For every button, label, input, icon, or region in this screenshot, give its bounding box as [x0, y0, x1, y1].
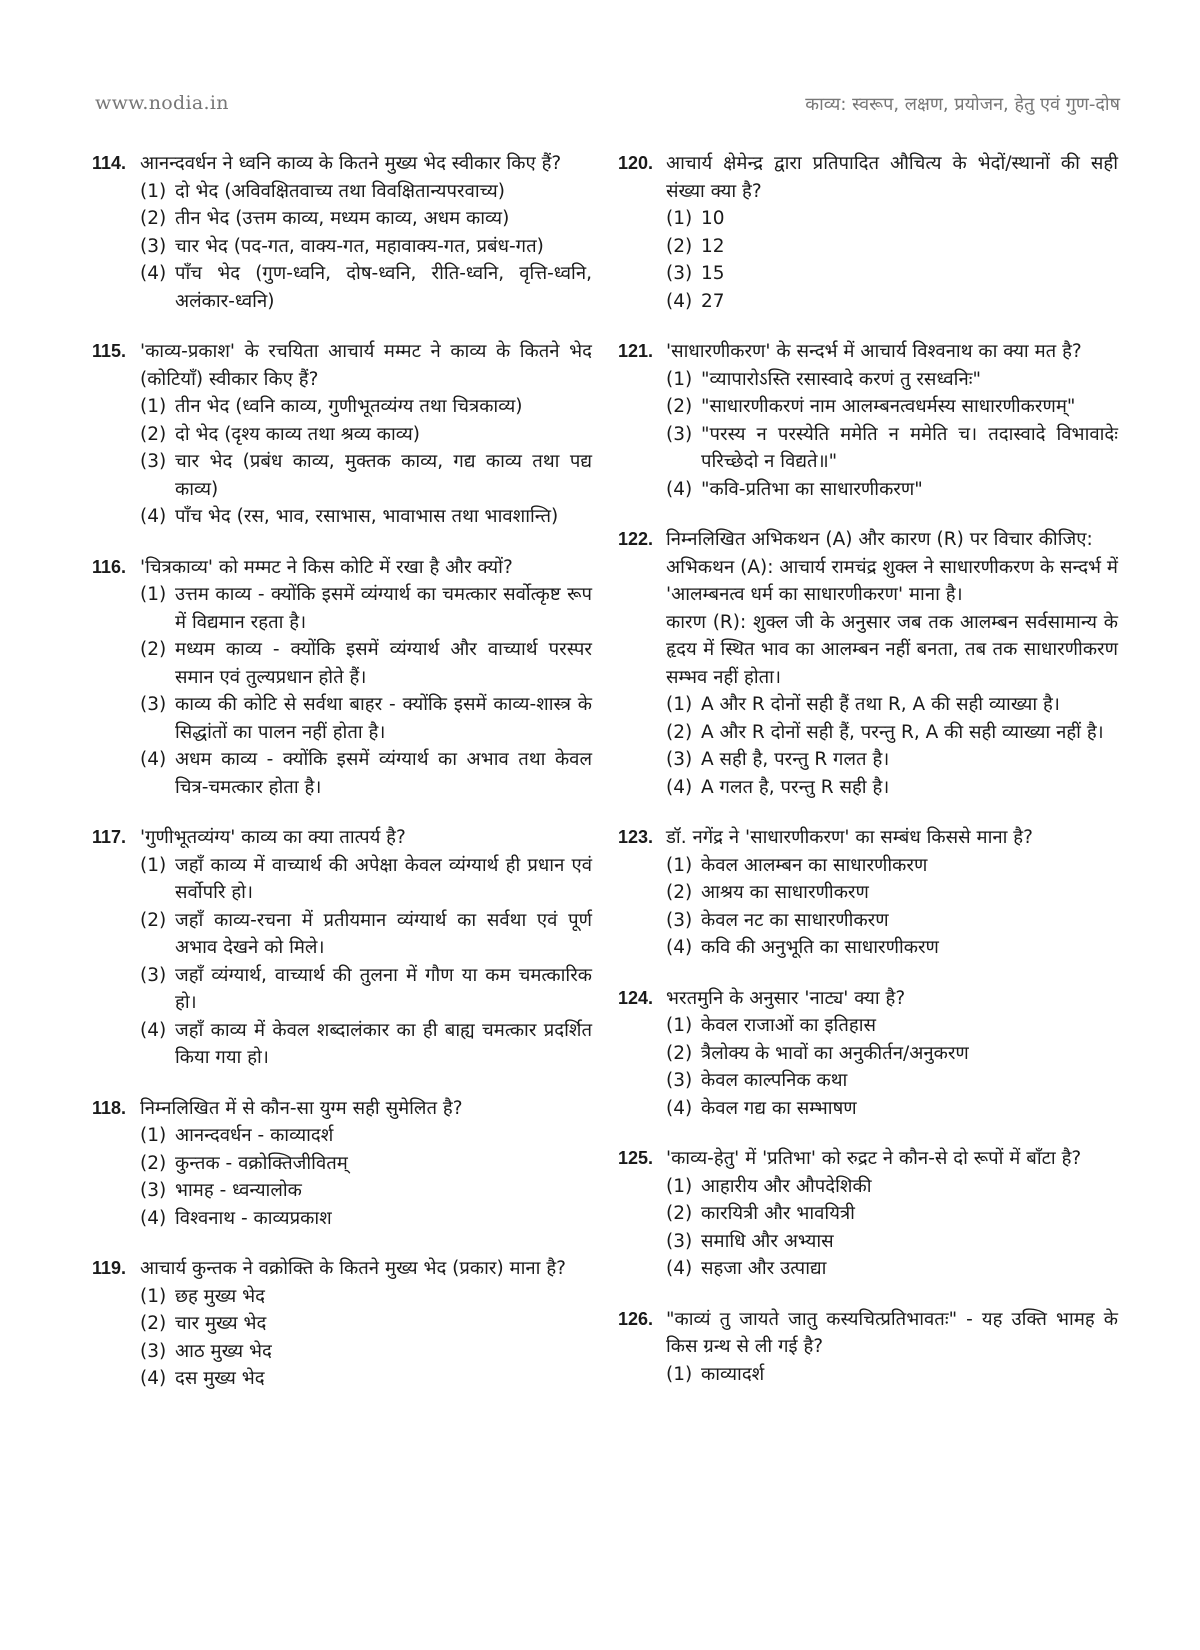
option-text: "परस्य न परस्येति ममेति न ममेति च। तदास्वादे विभावादेः परिच्छेदो न विद्यते॥" [701, 423, 1118, 472]
option-text: "कवि-प्रतिभा का साधारणीकरण" [701, 478, 923, 500]
option-item [666, 476, 1118, 504]
option-text: A गलत है, परन्तु R सही है। [701, 776, 890, 798]
option-item [140, 1122, 592, 1150]
question-block [92, 150, 592, 315]
option-item [140, 1017, 592, 1072]
option-item [140, 448, 592, 503]
option-text: केवल काल्पनिक कथा [701, 1070, 848, 1091]
option-item [666, 1040, 1118, 1068]
option-number: (1) [140, 854, 167, 876]
question-number: 126. [618, 1308, 654, 1329]
option-item [140, 1283, 592, 1311]
option-number: (1) [140, 396, 167, 417]
option-text: विश्वनाथ - काव्यप्रकाश [175, 1207, 332, 1229]
option-number: (4) [666, 478, 693, 500]
option-number: (4) [666, 290, 693, 312]
option-number: (3) [666, 263, 693, 284]
option-item [140, 421, 592, 449]
option-item [666, 205, 1118, 233]
option-item [666, 366, 1118, 394]
left-column [92, 150, 592, 1416]
option-item [140, 1150, 592, 1178]
option-item [666, 393, 1118, 421]
option-number: (3) [666, 1230, 693, 1252]
question-block [618, 1145, 1118, 1283]
question-number: 122. [618, 529, 654, 549]
option-text: चार मुख्य भेद [175, 1313, 267, 1334]
question-block [618, 985, 1118, 1123]
option-text: आश्रय का साधारणीकरण [701, 882, 869, 903]
option-text: कवि की अनुभूति का साधारणीकरण [701, 937, 939, 958]
option-item [140, 1310, 592, 1338]
option-number: (2) [140, 208, 167, 229]
question-block [92, 554, 592, 802]
question-block [618, 824, 1118, 962]
question-block [92, 338, 592, 531]
question-head [618, 338, 1118, 366]
option-text: समाधि और अभ्यास [701, 1230, 834, 1252]
option-text: तीन भेद (ध्वनि काव्य, गुणीभूतव्यंग्य तथा चित्रकाव्य) [175, 396, 523, 417]
chapter-title: काव्य: स्वरूप, लक्षण, प्रयोजन, हेतु एवं गुण-दोष [805, 94, 1120, 115]
option-item [666, 1200, 1118, 1228]
question-number: 125. [618, 1148, 654, 1168]
option-item [140, 1177, 592, 1205]
option-number: (3) [140, 964, 167, 986]
option-text: A और R दोनों सही हैं तथा R, A की सही व्याख्या है। [701, 694, 1060, 715]
question-text: 'साधारणीकरण' के सन्दर्भ में आचार्य विश्वनाथ का क्या मत है? [666, 341, 1082, 362]
option-item [140, 581, 592, 636]
question-number: 114. [92, 153, 127, 173]
question-number: 117. [92, 827, 127, 847]
option-item [666, 233, 1118, 261]
question-text: 'काव्य-हेतु' में 'प्रतिभा' को रुद्रट ने कौन-से दो रूपों में बाँटा है? [666, 1148, 1082, 1169]
option-item [666, 1173, 1118, 1201]
option-text: केवल गद्य का सम्भाषण [701, 1097, 857, 1119]
question-head [618, 824, 1118, 852]
question-number: 119. [92, 1258, 127, 1278]
option-item [140, 1338, 592, 1366]
option-text: जहाँ व्यंग्यार्थ, वाच्यार्थ की तुलना में गौण या कम चमत्कारिक हो। [175, 964, 592, 1013]
option-number: (4) [140, 506, 167, 527]
option-number: (1) [666, 208, 693, 229]
option-item [140, 503, 592, 531]
option-item [666, 907, 1118, 935]
question-head [618, 150, 1118, 205]
option-text: उत्तम काव्य - क्योंकि इसमें व्यंग्यार्थ का चमत्कार सर्वोत्कृष्ट रूप में विद्यमान रहता है। [175, 584, 592, 633]
option-item [666, 260, 1118, 288]
option-text: अधम काव्य - क्योंकि इसमें व्यंग्यार्थ का अभाव तथा केवल चित्र-चमत्कार होता है। [175, 749, 592, 798]
option-number: (2) [666, 1042, 693, 1064]
option-number: (2) [140, 639, 167, 660]
question-number: 123. [618, 827, 654, 847]
option-item [140, 746, 592, 801]
question-head [92, 150, 592, 178]
question-block [618, 1306, 1118, 1389]
option-item [140, 852, 592, 907]
option-number: (3) [140, 694, 167, 715]
option-item [666, 774, 1118, 802]
option-number: (4) [666, 776, 693, 798]
option-item [666, 421, 1118, 476]
option-number: (2) [666, 721, 693, 743]
question-block [618, 150, 1118, 315]
option-text: 12 [701, 235, 725, 257]
option-item [666, 288, 1118, 316]
option-text: केवल आलम्बन का साधारणीकरण [701, 854, 928, 876]
question-text: आचार्य कुन्तक ने वक्रोक्ति के कितने मुख्य भेद (प्रकार) माना है? [140, 1258, 566, 1279]
question-number: 116. [92, 556, 127, 577]
option-text: आहारीय और औपदेशिकी [701, 1175, 872, 1197]
question-statement: अभिकथन (A): आचार्य रामचंद्र शुक्ल ने साधारणीकरण के सन्दर्भ में 'आलम्बनत्व धर्म का साधारणीकरण' माना है। [666, 556, 1118, 605]
option-item [666, 691, 1118, 719]
question-number: 115. [92, 341, 127, 361]
question-block [92, 824, 592, 1072]
option-item [666, 1255, 1118, 1283]
option-number: (1) [140, 180, 167, 202]
option-number: (3) [666, 909, 693, 931]
question-text: 'काव्य-प्रकाश' के रचयिता आचार्य मम्मट ने काव्य के कितने भेद (कोटियाँ) स्वीकार किए हैं? [140, 341, 592, 390]
option-item [140, 1205, 592, 1233]
option-number: (2) [140, 909, 167, 931]
option-number: (1) [666, 1015, 693, 1036]
option-text: जहाँ काव्य में वाच्यार्थ की अपेक्षा केवल व्यंग्यार्थ ही प्रधान एवं सर्वोपरि हो। [175, 854, 592, 903]
option-number: (1) [666, 1363, 693, 1385]
option-item [140, 962, 592, 1017]
question-head [618, 1306, 1118, 1361]
option-text: चार भेद (प्रबंध काव्य, मुक्तक काव्य, गद्य काव्य तथा पद्य काव्य) [175, 451, 592, 500]
option-item [666, 1228, 1118, 1256]
question-number: 118. [92, 1097, 127, 1118]
question-text: "काव्यं तु जायते जातु कस्यचित्प्रतिभावतः" - यह उक्ति भामह के किस ग्रन्थ से ली गई है? [666, 1308, 1118, 1357]
question-head [92, 338, 592, 393]
question-head [92, 554, 592, 582]
option-text: आनन्दवर्धन - काव्यादर्श [175, 1125, 334, 1146]
option-item [666, 1067, 1118, 1095]
option-number: (1) [666, 368, 693, 390]
option-number: (4) [140, 1019, 167, 1041]
option-number: (3) [140, 235, 167, 257]
option-item [666, 1095, 1118, 1123]
option-number: (4) [140, 1207, 167, 1229]
option-number: (2) [666, 1203, 693, 1224]
question-head [92, 824, 592, 852]
option-number: (3) [140, 1180, 167, 1201]
option-number: (1) [666, 854, 693, 876]
question-head [618, 526, 1118, 554]
option-text: भामह - ध्वन्यालोक [175, 1180, 302, 1201]
option-item [666, 934, 1118, 962]
option-number: (1) [666, 1175, 693, 1197]
option-text: त्रैलोक्य के भावों का अनुकीर्तन/अनुकरण [701, 1042, 969, 1064]
option-text: पाँच भेद (गुण-ध्वनि, दोष-ध्वनि, रीति-ध्वनि, वृत्ति-ध्वनि, अलंकार-ध्वनि) [175, 263, 592, 312]
option-text: 27 [701, 290, 725, 312]
option-text: तीन भेद (उत्तम काव्य, मध्यम काव्य, अधम काव्य) [175, 208, 510, 229]
question-text: निम्नलिखित अभिकथन (A) और कारण (R) पर विचार कीजिए: [666, 529, 1093, 550]
question-number: 124. [618, 987, 654, 1008]
option-item [666, 1361, 1118, 1389]
question-statement: कारण (R): शुक्ल जी के अनुसार जब तक आलम्बन सर्वसामान्य के हृदय में स्थित भाव का आलम्बन नहीं बनता, तब तक साधारणीकरण सम्भव नहीं होता। [666, 611, 1118, 688]
option-number: (1) [140, 1125, 167, 1146]
option-number: (4) [140, 263, 167, 284]
question-text: 'चित्रकाव्य' को मम्मट ने किस कोटि में रखा है और क्यों? [140, 556, 513, 578]
question-text: डॉ. नगेंद्र ने 'साधारणीकरण' का सम्बंध किससे माना है? [666, 827, 1033, 848]
option-number: (3) [666, 749, 693, 770]
option-item [140, 907, 592, 962]
option-item [666, 719, 1118, 747]
option-text: दो भेद (दृश्य काव्य तथा श्रव्य काव्य) [175, 423, 421, 445]
option-item [140, 178, 592, 206]
option-item [666, 1012, 1118, 1040]
option-number: (4) [140, 749, 167, 770]
option-text: सहजा और उत्पाद्या [701, 1258, 827, 1279]
option-item [140, 1365, 592, 1393]
option-number: (4) [666, 1258, 693, 1279]
option-text: 10 [701, 208, 725, 229]
option-number: (3) [140, 1340, 167, 1362]
option-number: (2) [666, 396, 693, 417]
option-item [140, 205, 592, 233]
option-text: काव्य की कोटि से सर्वथा बाहर - क्योंकि इसमें काव्य-शास्त्र के सिद्धांतों का पालन नहीं होता है। [175, 694, 592, 743]
question-number: 121. [618, 341, 654, 361]
question-text: भरतमुनि के अनुसार 'नाट्य' क्या है? [666, 987, 906, 1009]
option-number: (2) [666, 882, 693, 903]
question-head [92, 1255, 592, 1283]
question-block [618, 526, 1118, 801]
option-item [140, 393, 592, 421]
question-block [92, 1255, 592, 1393]
option-text: पाँच भेद (रस, भाव, रसाभास, भावाभास तथा भावशान्ति) [175, 506, 559, 527]
option-item [140, 233, 592, 261]
option-text: केवल नट का साधारणीकरण [701, 909, 889, 931]
question-head [92, 1095, 592, 1123]
option-text: जहाँ काव्य-रचना में प्रतीयमान व्यंग्यार्थ का सर्वथा एवं पूर्ण अभाव देखने को मिले। [175, 909, 592, 958]
option-number: (1) [140, 1285, 167, 1307]
option-text: जहाँ काव्य में केवल शब्दालंकार का ही बाह्य चमत्कार प्रदर्शित किया गया हो। [175, 1019, 592, 1068]
option-number: (4) [140, 1368, 167, 1389]
option-item [140, 260, 592, 315]
option-text: आठ मुख्य भेद [175, 1340, 272, 1362]
option-text: A और R दोनों सही हैं, परन्तु R, A की सही व्याख्या नहीं है। [701, 721, 1104, 743]
option-item [140, 691, 592, 746]
option-item [666, 879, 1118, 907]
option-number: (1) [666, 694, 693, 715]
option-number: (2) [140, 423, 167, 445]
option-text: कारयित्री और भावयित्री [701, 1203, 855, 1224]
question-text: 'गुणीभूतव्यंग्य' काव्य का क्या तात्पर्य है? [140, 827, 406, 848]
option-number: (3) [666, 1070, 693, 1091]
option-item [666, 852, 1118, 880]
option-number: (2) [666, 235, 693, 257]
option-text: "साधारणीकरणं नाम आलम्बनत्वधर्मस्य साधारणीकरणम्" [701, 396, 1076, 417]
option-text: केवल राजाओं का इतिहास [701, 1015, 877, 1036]
question-head [618, 985, 1118, 1013]
question-text: आचार्य क्षेमेन्द्र द्वारा प्रतिपादित औचित्य के भेदों/स्थानों की सही संख्या क्या है? [666, 153, 1118, 202]
option-number: (2) [140, 1313, 167, 1334]
option-text: "व्यापारोऽस्ति रसास्वादे करणं तु रसध्वनिः" [701, 368, 981, 390]
right-column [618, 150, 1118, 1411]
option-text: कुन्तक - वक्रोक्तिजीवितम् [175, 1152, 348, 1174]
question-text: निम्नलिखित में से कौन-सा युग्म सही सुमेलित है? [140, 1097, 463, 1119]
option-text: दो भेद (अविवक्षितवाच्य तथा विवक्षितान्यपरवाच्य) [175, 180, 505, 202]
option-number: (3) [666, 423, 693, 445]
question-number: 120. [618, 153, 654, 173]
site-url: www.nodia.in [95, 92, 229, 114]
option-text: दस मुख्य भेद [175, 1368, 265, 1389]
question-block [618, 338, 1118, 503]
option-item [140, 636, 592, 691]
option-number: (4) [666, 1097, 693, 1119]
option-number: (4) [666, 937, 693, 958]
option-number: (1) [140, 584, 167, 605]
question-head [618, 1145, 1118, 1173]
option-number: (2) [140, 1152, 167, 1174]
question-text: आनन्दवर्धन ने ध्वनि काव्य के कितने मुख्य भेद स्वीकार किए हैं? [140, 153, 562, 174]
option-number: (3) [140, 451, 167, 472]
option-text: काव्यादर्श [701, 1363, 765, 1385]
question-block [92, 1095, 592, 1233]
option-item [666, 746, 1118, 774]
option-text: चार भेद (पद-गत, वाक्य-गत, महावाक्य-गत, प्रबंध-गत) [175, 235, 544, 257]
option-text: 15 [701, 263, 725, 284]
option-text: छह मुख्य भेद [175, 1285, 265, 1307]
option-text: A सही है, परन्तु R गलत है। [701, 749, 890, 770]
option-text: मध्यम काव्य - क्योंकि इसमें व्यंग्यार्थ और वाच्यार्थ परस्पर समान एवं तुल्यप्रधान होते हैं। [175, 639, 592, 688]
